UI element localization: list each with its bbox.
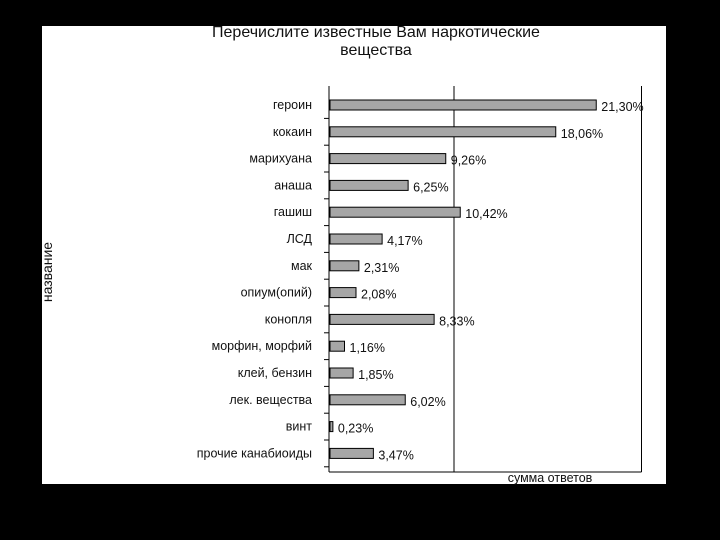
bar — [330, 448, 373, 458]
chart-panel — [39, 24, 666, 485]
category-label: винт — [285, 419, 312, 434]
value-label: 1,16% — [349, 341, 385, 356]
bar — [330, 368, 353, 378]
value-label: 10,42% — [465, 207, 508, 222]
bar — [330, 234, 382, 244]
bar — [330, 207, 460, 217]
bar — [330, 127, 556, 137]
bar — [330, 261, 359, 271]
category-label: клей, бензин — [237, 366, 312, 380]
value-label: 2,31% — [363, 260, 400, 275]
category-label: мак — [290, 258, 312, 273]
x-axis-title: сумма ответов — [507, 471, 593, 485]
bar — [330, 422, 333, 432]
value-label: 2,08% — [361, 287, 397, 302]
category-label: ЛСД — [286, 232, 312, 246]
bar — [330, 314, 434, 324]
bar — [330, 154, 446, 164]
category-label: анаша — [274, 178, 312, 193]
value-label: 18,06% — [560, 126, 604, 141]
chart-title-line-2: вещества — [340, 42, 412, 59]
y-axis-title: название — [39, 241, 55, 303]
value-label: 21,30% — [601, 100, 644, 114]
value-label: 4,17% — [387, 234, 423, 248]
bar — [330, 100, 596, 110]
category-label: прочие канабиоиды — [196, 446, 312, 461]
value-label: 8,33% — [439, 314, 475, 329]
bar — [330, 288, 356, 298]
value-label: 6,25% — [413, 180, 449, 195]
category-label: опиум(опий) — [240, 285, 312, 300]
bar — [330, 180, 408, 190]
value-label: 9,26% — [450, 153, 487, 168]
category-label: гашиш — [273, 205, 312, 220]
value-label: 0,23% — [337, 421, 374, 436]
category-label: марихуана — [249, 151, 312, 166]
value-label: 3,47% — [378, 448, 414, 463]
category-label: героин — [272, 98, 312, 112]
chart-marks — [197, 86, 644, 472]
bar-chart — [39, 24, 666, 485]
category-label: кокаин — [272, 124, 312, 139]
chart-title-line-1: Перечислите известные Вам наркотические — [212, 24, 540, 41]
bar — [330, 395, 405, 405]
category-label: морфин, морфий — [211, 339, 312, 354]
value-label: 1,85% — [358, 368, 394, 382]
bar — [330, 341, 345, 351]
category-label: лек. вещества — [229, 392, 312, 407]
category-label: конопля — [264, 312, 312, 327]
value-label: 6,02% — [410, 394, 446, 409]
